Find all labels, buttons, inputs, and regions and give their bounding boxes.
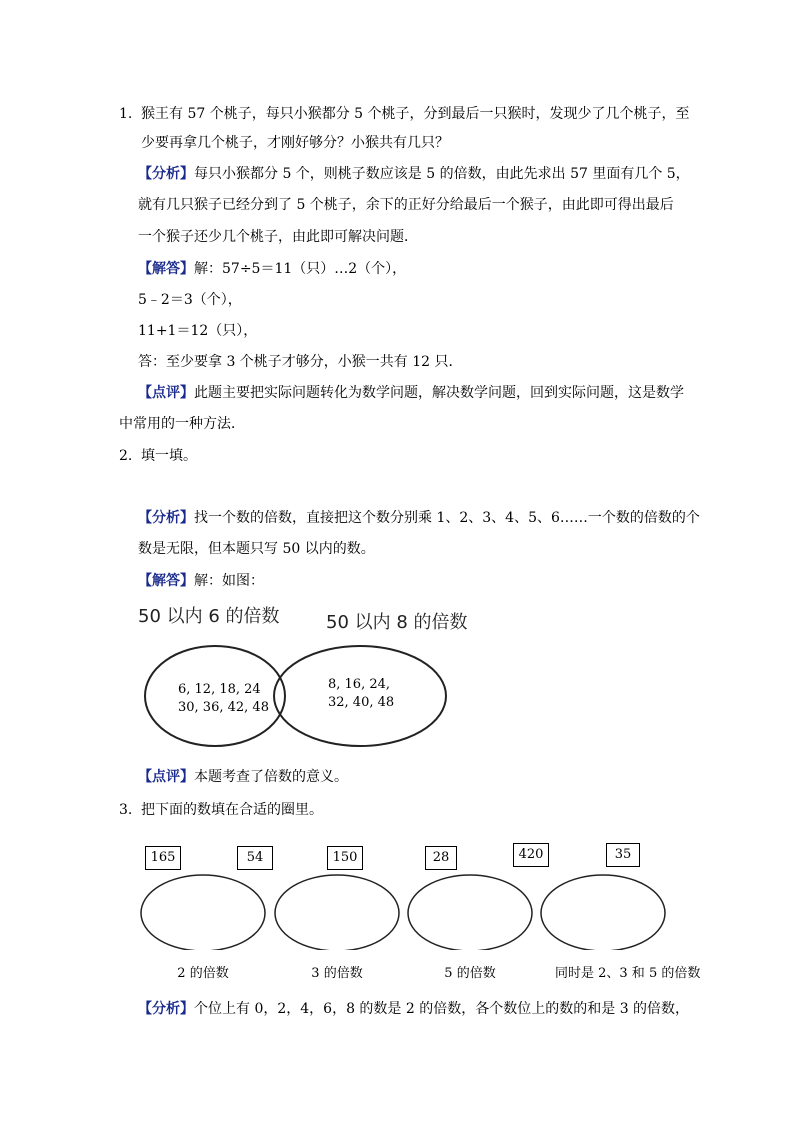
q2-number: 2. <box>119 448 133 464</box>
q2-answer-text1: 解：如图： <box>194 573 264 589</box>
number-box: 54 <box>237 846 273 870</box>
oval-multiples-of-5 <box>408 875 532 950</box>
venn-left-row1: 6, 12, 18, 24 <box>178 682 261 697</box>
q3-number: 3. <box>119 802 133 818</box>
q2-comment-line1 <box>138 767 348 787</box>
number-box: 28 <box>425 846 457 870</box>
q2-analysis-line1 <box>138 508 700 528</box>
oval-multiples-of-3 <box>275 875 399 950</box>
venn-left-title: 50 以内 6 的倍数 <box>138 606 280 627</box>
q3-analysis-text1: 个位上有 0，2，4，6，8 的数是 2 的倍数，各个数位上的数的和是 3 的倍数， <box>194 1001 690 1017</box>
q1-comment-line1 <box>138 383 684 403</box>
q3-diagram <box>140 840 700 985</box>
oval-multiples-of-2-3-5 <box>541 875 665 950</box>
q1-answer-tag: 【解答】 <box>138 261 194 277</box>
q1-answer-line3: 11+1＝12（只）， <box>138 323 258 339</box>
q1-comment-line2: 中常用的一种方法． <box>119 416 245 432</box>
number-box: 35 <box>606 843 640 867</box>
q1-answer-line2: 5﹣2＝3（个）， <box>138 292 242 308</box>
venn-right-row1: 8, 16, 24, <box>328 677 391 692</box>
q3-analysis-line1 <box>138 999 689 1019</box>
venn-diagram <box>138 598 468 758</box>
venn-left-row2: 30, 36, 42, 48 <box>178 700 269 715</box>
q1-text-line2: 少要再拿几个桃子，才刚好够分？小猴共有几只？ <box>141 135 449 151</box>
q2-comment-tag: 【点评】 <box>138 769 194 785</box>
q1-comment-text1: 此题主要把实际问题转化为数学问题，解决数学问题，回到实际问题，这是数学 <box>194 385 684 401</box>
number-box: 165 <box>145 846 181 870</box>
venn-circles <box>138 598 468 758</box>
q2-answer-line1 <box>138 571 264 591</box>
q1-analysis-line3: 一个猴子还少几个桃子，由此即可解决问题． <box>138 229 418 245</box>
oval-label: 同时是 2、3 和 5 的倍数 <box>555 966 701 981</box>
q2-analysis-text1: 找一个数的倍数，直接把这个数分别乘 1、2、3、4、5、6……一个数的倍数的个 <box>194 510 700 526</box>
venn-right-row2: 32, 40, 48 <box>328 695 395 710</box>
q1-analysis-line2: 就有几只猴子已经分到了 5 个桃子，余下的正好分给最后一个猴子，由此即可得出最后 <box>138 197 674 213</box>
q1-analysis-text1: 每只小猴都分 5 个，则桃子数应该是 5 的倍数，由此先求出 57 里面有几个 5， <box>194 166 690 182</box>
oval-label: 5 的倍数 <box>444 966 496 981</box>
q1-text-line1: 猴王有 57 个桃子，每只小猴都分 5 个桃子，分到最后一只猴时，发现少了几个桃子，至 <box>141 106 690 122</box>
q1-comment-tag: 【点评】 <box>138 385 194 401</box>
q3-analysis-tag: 【分析】 <box>138 1001 194 1017</box>
q1-answer-line1 <box>138 259 406 279</box>
q2-analysis-line2: 数是无限，但本题只写 50 以内的数。 <box>138 541 375 557</box>
q1-answer-text1: 解：57÷5＝11（只）…2（个）， <box>194 261 407 277</box>
q2-answer-tag: 【解答】 <box>138 573 194 589</box>
venn-right-title: 50 以内 8 的倍数 <box>326 612 468 633</box>
oval-label: 2 的倍数 <box>177 966 229 981</box>
q1-analysis-line1 <box>138 164 690 184</box>
q1-analysis-tag: 【分析】 <box>138 166 194 182</box>
q3-ovals <box>140 840 700 950</box>
number-box: 420 <box>513 843 549 867</box>
oval-multiples-of-2 <box>141 875 265 950</box>
q1-number: 1. <box>119 106 133 122</box>
q1-answer-line4: 答：至少要拿 3 个桃子才够分，小猴一共有 12 只． <box>138 354 463 370</box>
q2-title: 填一填。 <box>141 448 197 464</box>
q2-comment-text1: 本题考查了倍数的意义。 <box>194 769 348 785</box>
oval-label: 3 的倍数 <box>311 966 363 981</box>
number-box: 150 <box>327 846 363 870</box>
q2-analysis-tag: 【分析】 <box>138 510 194 526</box>
q3-title: 把下面的数填在合适的圈里。 <box>141 802 323 818</box>
